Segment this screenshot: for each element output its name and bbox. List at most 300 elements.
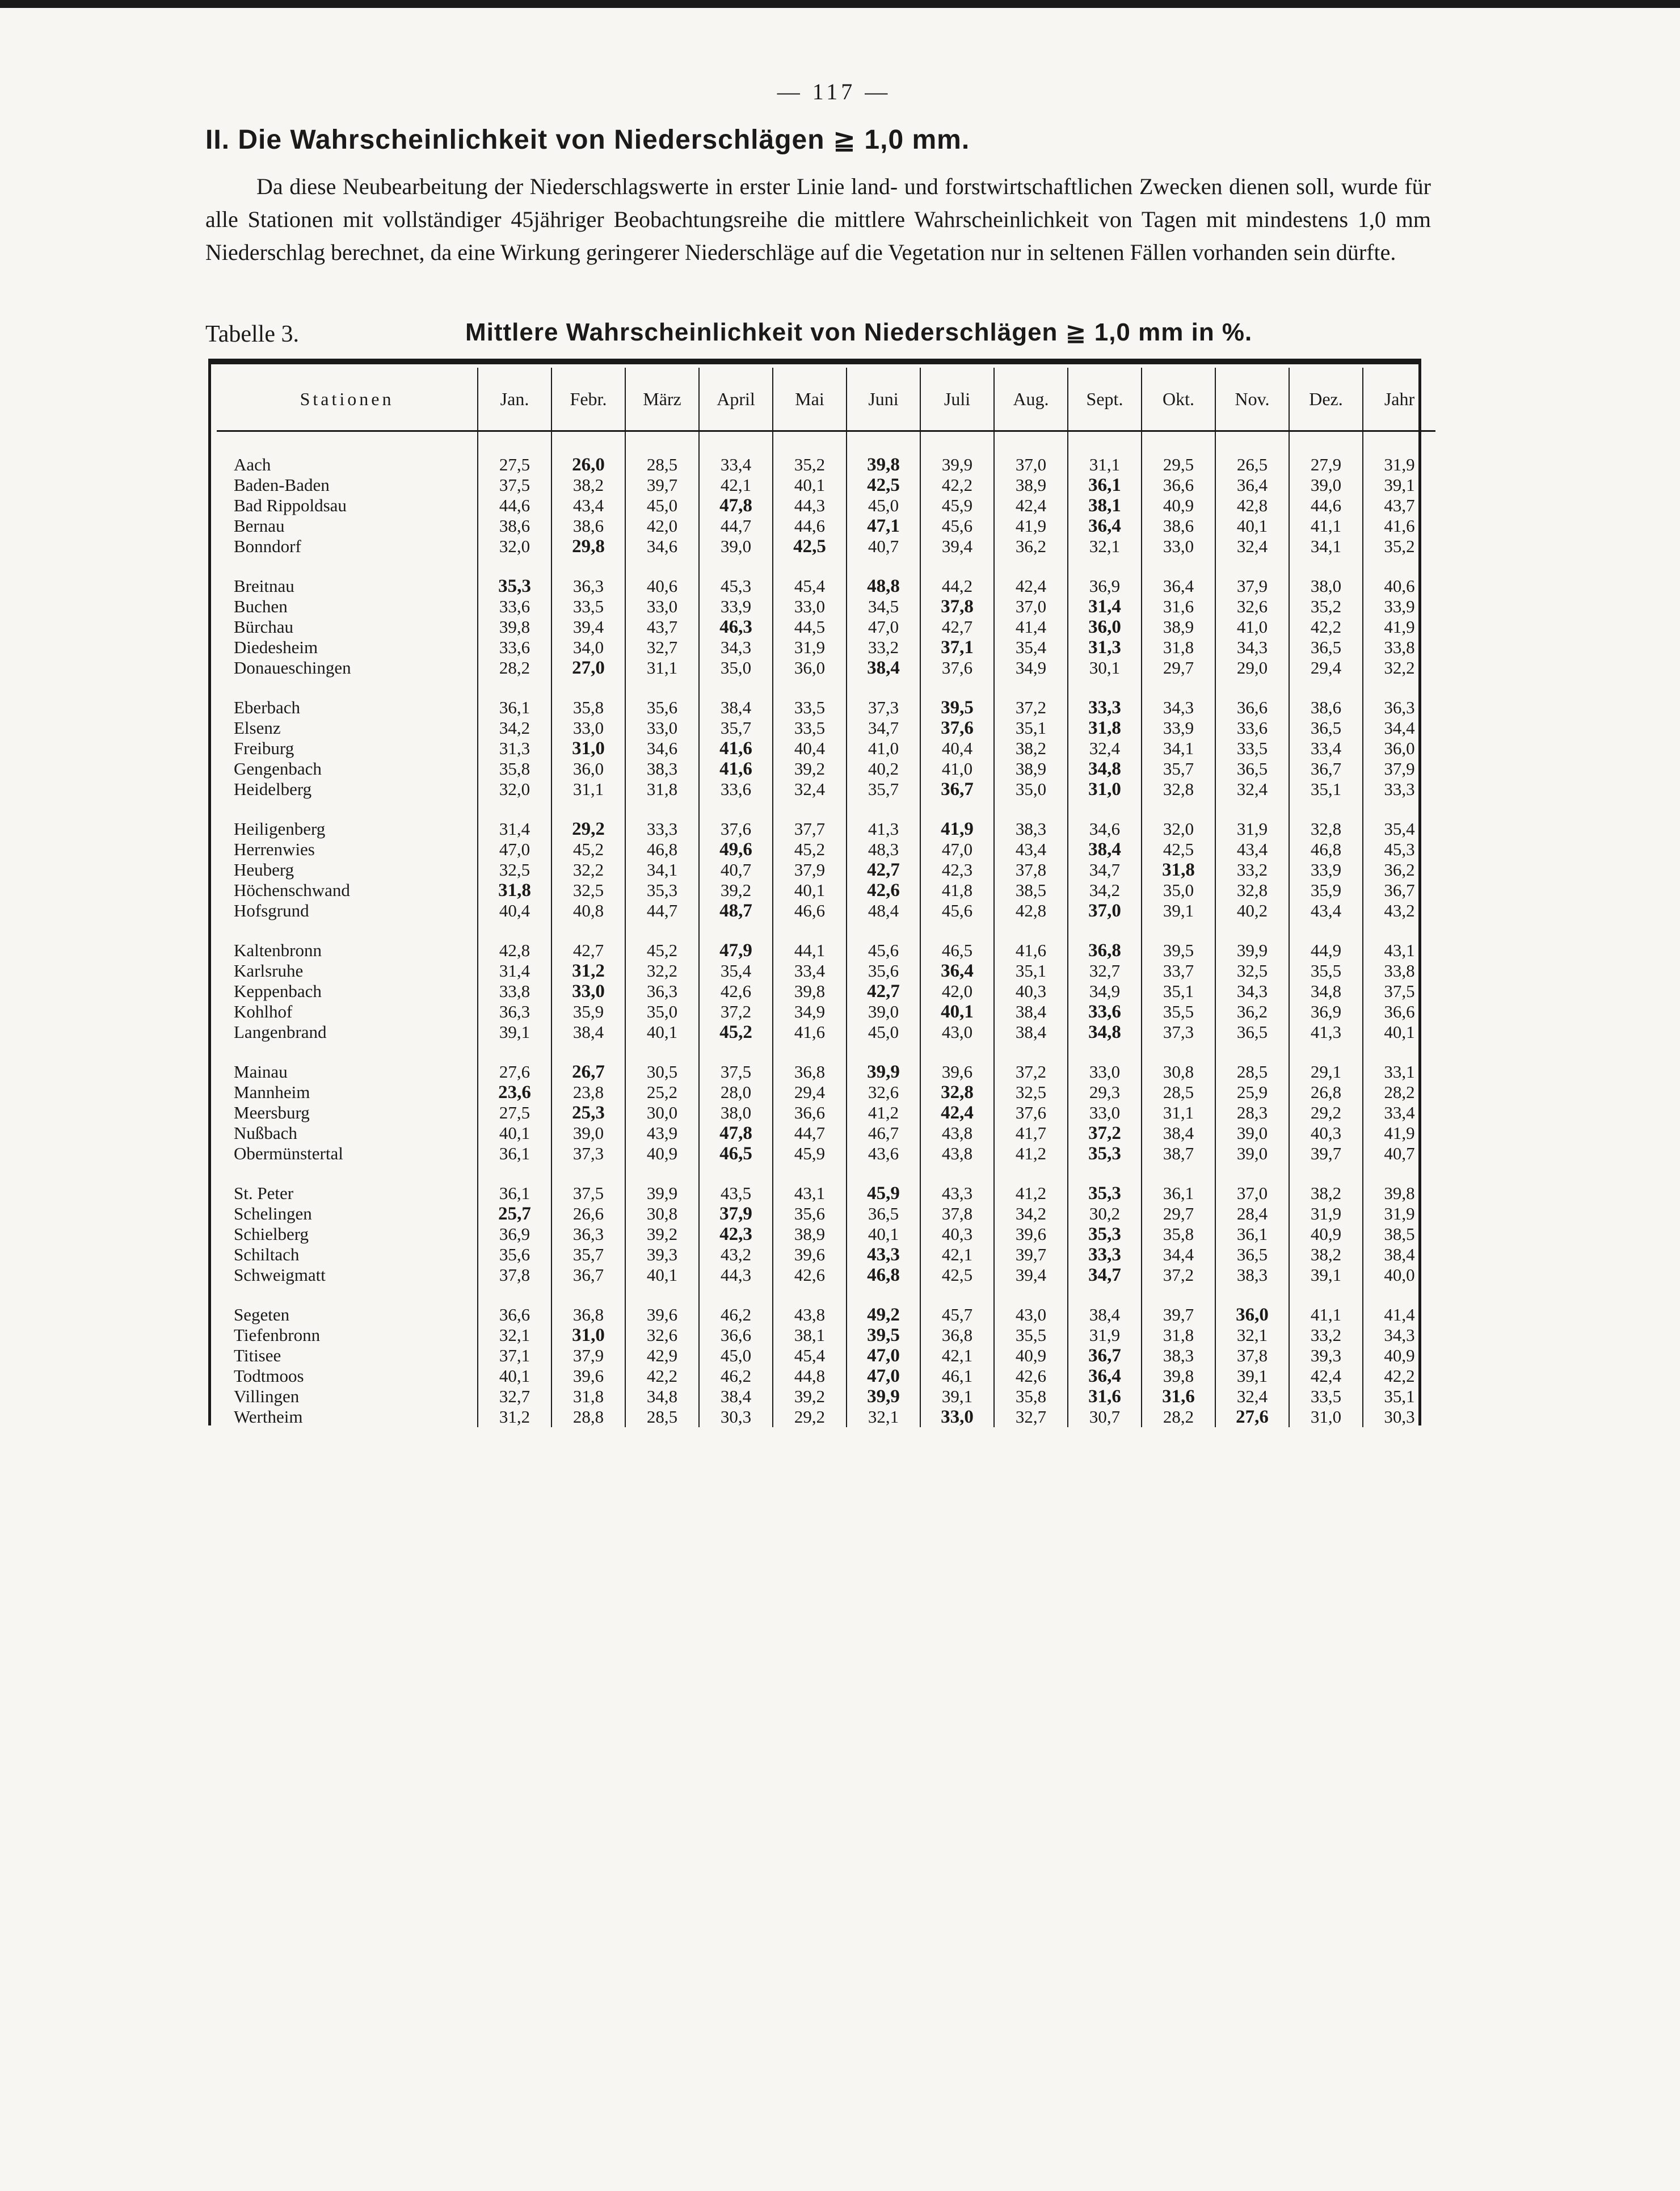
value-cell: 27,5 xyxy=(478,1103,551,1123)
station-name: Gengenbach xyxy=(234,759,322,779)
value-cell: 45,3 xyxy=(699,576,773,596)
spacer-cell xyxy=(1068,431,1142,455)
spacer-cell xyxy=(994,800,1068,819)
spacer-cell xyxy=(625,678,699,697)
value-cell: 41,6 xyxy=(699,738,773,759)
value-cell: 37,0 xyxy=(1068,901,1142,921)
value-cell: 33,2 xyxy=(847,637,920,658)
value-cell: 30,5 xyxy=(625,1062,699,1082)
spacer-cell xyxy=(773,557,847,576)
spacer-cell xyxy=(847,431,920,455)
value-cell: 34,1 xyxy=(625,860,699,880)
spacer-cell xyxy=(1068,921,1142,940)
value-cell: 36,1 xyxy=(1142,1183,1215,1204)
value-cell: 43,7 xyxy=(1363,495,1435,516)
value-cell: 34,6 xyxy=(1068,819,1142,839)
value-cell: 38,5 xyxy=(994,880,1068,901)
value-cell: 34,5 xyxy=(847,596,920,617)
value-cell: 37,0 xyxy=(994,596,1068,617)
value-cell: 36,8 xyxy=(1068,940,1142,961)
table-row xyxy=(217,1103,1435,1123)
value-cell: 34,9 xyxy=(994,658,1068,678)
value-cell: 29,7 xyxy=(1142,1204,1215,1224)
value-cell: 48,7 xyxy=(699,901,773,921)
spacer-cell xyxy=(699,1164,773,1183)
value-cell: 28,5 xyxy=(1142,1082,1215,1103)
station-name: Bernau xyxy=(234,516,285,536)
spacer-cell xyxy=(920,1164,994,1183)
value-cell: 44,1 xyxy=(773,940,847,961)
value-cell: 42,2 xyxy=(1363,1366,1435,1386)
value-cell: 31,3 xyxy=(1068,637,1142,658)
value-cell: 36,2 xyxy=(1215,1002,1289,1022)
value-cell: 35,2 xyxy=(1289,596,1363,617)
station-name: Schelingen xyxy=(234,1204,312,1223)
value-cell: 33,0 xyxy=(773,596,847,617)
value-cell: 33,4 xyxy=(1363,1103,1435,1123)
spacer-cell xyxy=(773,1042,847,1062)
value-cell: 29,4 xyxy=(773,1082,847,1103)
value-cell: 39,4 xyxy=(551,617,625,637)
value-cell: 32,5 xyxy=(1215,961,1289,981)
value-cell: 34,9 xyxy=(773,1002,847,1022)
value-cell: 37,1 xyxy=(478,1345,551,1366)
value-cell: 39,6 xyxy=(773,1244,847,1265)
value-cell: 38,4 xyxy=(699,697,773,718)
table-row xyxy=(217,819,1435,839)
value-cell: 42,6 xyxy=(994,1366,1068,1386)
value-cell: 44,6 xyxy=(773,516,847,536)
spacer-cell xyxy=(1215,1285,1289,1305)
value-cell: 38,2 xyxy=(551,475,625,495)
spacer-cell xyxy=(699,1285,773,1305)
spacer-cell xyxy=(217,431,478,455)
value-cell: 28,5 xyxy=(1215,1062,1289,1082)
value-cell: 38,6 xyxy=(1289,697,1363,718)
table-row xyxy=(217,738,1435,759)
value-cell: 36,9 xyxy=(1289,1002,1363,1022)
value-cell: 36,3 xyxy=(625,981,699,1002)
value-cell: 39,7 xyxy=(625,475,699,495)
spacer-cell xyxy=(1142,1285,1215,1305)
value-cell: 34,8 xyxy=(625,1386,699,1407)
value-cell: 29,2 xyxy=(1289,1103,1363,1123)
group-spacer xyxy=(217,431,1435,455)
value-cell: 43,1 xyxy=(1363,940,1435,961)
spacer-cell xyxy=(994,1164,1068,1183)
value-cell: 33,0 xyxy=(1068,1103,1142,1123)
spacer-cell xyxy=(1068,678,1142,697)
value-cell: 45,7 xyxy=(920,1305,994,1325)
value-cell: 37,7 xyxy=(773,819,847,839)
value-cell: 37,3 xyxy=(847,697,920,718)
value-cell: 28,0 xyxy=(699,1082,773,1103)
value-cell: 47,8 xyxy=(699,1123,773,1143)
value-cell: 43,1 xyxy=(773,1183,847,1204)
value-cell: 40,4 xyxy=(478,901,551,921)
value-cell: 41,4 xyxy=(1363,1305,1435,1325)
value-cell: 31,9 xyxy=(1363,1204,1435,1224)
value-cell: 35,7 xyxy=(699,718,773,738)
spacer-cell xyxy=(1142,1042,1215,1062)
value-cell: 31,4 xyxy=(478,819,551,839)
value-cell: 39,0 xyxy=(847,1002,920,1022)
station-name: Mainau xyxy=(234,1062,288,1082)
value-cell: 40,7 xyxy=(1363,1143,1435,1164)
spacer-cell xyxy=(847,921,920,940)
value-cell: 45,0 xyxy=(847,1022,920,1042)
station-name: Höchenschwand xyxy=(234,880,350,900)
value-cell: 44,9 xyxy=(1289,940,1363,961)
value-cell: 36,1 xyxy=(478,1143,551,1164)
value-cell: 36,8 xyxy=(551,1305,625,1325)
value-cell: 36,9 xyxy=(1068,576,1142,596)
value-cell: 43,8 xyxy=(773,1305,847,1325)
value-cell: 37,9 xyxy=(699,1204,773,1224)
value-cell: 30,2 xyxy=(1068,1204,1142,1224)
value-cell: 31,1 xyxy=(551,779,625,800)
value-cell: 39,8 xyxy=(773,981,847,1002)
station-name: Elsenz xyxy=(234,718,281,738)
station-name: Titisee xyxy=(234,1345,281,1365)
value-cell: 40,3 xyxy=(994,981,1068,1002)
value-cell: 35,1 xyxy=(994,961,1068,981)
value-cell: 27,6 xyxy=(1215,1407,1289,1427)
value-cell: 35,9 xyxy=(551,1002,625,1022)
spacer-cell xyxy=(1289,800,1363,819)
spacer-cell xyxy=(1363,921,1435,940)
column-header: Aug. xyxy=(994,368,1068,431)
value-cell: 37,3 xyxy=(551,1143,625,1164)
value-cell: 36,1 xyxy=(1215,1224,1289,1244)
value-cell: 26,8 xyxy=(1289,1082,1363,1103)
value-cell: 42,8 xyxy=(478,940,551,961)
table-row xyxy=(217,1366,1435,1386)
value-cell: 40,7 xyxy=(847,536,920,557)
spacer-cell xyxy=(773,1164,847,1183)
station-name: Nußbach xyxy=(234,1123,297,1143)
value-cell: 39,1 xyxy=(1363,475,1435,495)
group-spacer xyxy=(217,921,1435,940)
value-cell: 43,6 xyxy=(847,1143,920,1164)
station-name: Schielberg xyxy=(234,1224,309,1244)
value-cell: 42,4 xyxy=(994,576,1068,596)
value-cell: 42,5 xyxy=(920,1265,994,1285)
value-cell: 37,5 xyxy=(551,1183,625,1204)
value-cell: 34,0 xyxy=(551,637,625,658)
station-name: Meersburg xyxy=(234,1103,310,1122)
spacer-cell xyxy=(994,678,1068,697)
spacer-cell xyxy=(478,557,551,576)
table-row xyxy=(217,475,1435,495)
value-cell: 46,1 xyxy=(920,1366,994,1386)
value-cell: 39,7 xyxy=(1289,1143,1363,1164)
value-cell: 36,2 xyxy=(1363,860,1435,880)
value-cell: 42,0 xyxy=(625,516,699,536)
value-cell: 44,3 xyxy=(773,495,847,516)
value-cell: 28,8 xyxy=(551,1407,625,1427)
spacer-cell xyxy=(1142,678,1215,697)
value-cell: 37,1 xyxy=(920,637,994,658)
table-row xyxy=(217,1204,1435,1224)
table-row xyxy=(217,1022,1435,1042)
value-cell: 40,8 xyxy=(551,901,625,921)
station-name: Diedesheim xyxy=(234,637,318,657)
table-row xyxy=(217,1143,1435,1164)
spacer-cell xyxy=(1363,1164,1435,1183)
value-cell: 39,2 xyxy=(699,880,773,901)
value-cell: 39,1 xyxy=(1215,1366,1289,1386)
table-row xyxy=(217,1407,1435,1427)
column-header: Stationen xyxy=(217,368,478,431)
value-cell: 28,3 xyxy=(1215,1103,1289,1123)
value-cell: 29,4 xyxy=(1289,658,1363,678)
value-cell: 41,6 xyxy=(773,1022,847,1042)
spacer-cell xyxy=(1068,1042,1142,1062)
value-cell: 43,0 xyxy=(920,1022,994,1042)
value-cell: 34,3 xyxy=(699,637,773,658)
value-cell: 42,6 xyxy=(847,880,920,901)
value-cell: 40,1 xyxy=(773,880,847,901)
table-row xyxy=(217,1345,1435,1366)
value-cell: 32,6 xyxy=(847,1082,920,1103)
column-header: Sept. xyxy=(1068,368,1142,431)
table-row xyxy=(217,1386,1435,1407)
station-name: Todtmoos xyxy=(234,1366,304,1386)
value-cell: 37,6 xyxy=(920,658,994,678)
station-name: Aach xyxy=(234,455,271,474)
value-cell: 33,0 xyxy=(551,718,625,738)
value-cell: 36,3 xyxy=(478,1002,551,1022)
station-name: Langenbrand xyxy=(234,1022,327,1042)
value-cell: 32,5 xyxy=(551,880,625,901)
value-cell: 48,4 xyxy=(847,901,920,921)
value-cell: 36,5 xyxy=(1215,759,1289,779)
value-cell: 36,7 xyxy=(1068,1345,1142,1366)
spacer-cell xyxy=(847,1164,920,1183)
spacer-cell xyxy=(920,678,994,697)
table-row xyxy=(217,1082,1435,1103)
value-cell: 35,7 xyxy=(551,1244,625,1265)
spacer-cell xyxy=(551,921,625,940)
value-cell: 42,2 xyxy=(1289,617,1363,637)
value-cell: 42,1 xyxy=(920,1345,994,1366)
value-cell: 47,9 xyxy=(699,940,773,961)
value-cell: 23,6 xyxy=(478,1082,551,1103)
value-cell: 35,8 xyxy=(478,759,551,779)
value-cell: 36,8 xyxy=(773,1062,847,1082)
value-cell: 40,4 xyxy=(773,738,847,759)
value-cell: 41,0 xyxy=(1215,617,1289,637)
value-cell: 47,8 xyxy=(699,495,773,516)
column-header: Jan. xyxy=(478,368,551,431)
spacer-cell xyxy=(551,1285,625,1305)
table-row xyxy=(217,779,1435,800)
value-cell: 30,0 xyxy=(625,1103,699,1123)
value-cell: 36,4 xyxy=(920,961,994,981)
value-cell: 35,8 xyxy=(551,697,625,718)
value-cell: 36,6 xyxy=(1215,697,1289,718)
value-cell: 31,0 xyxy=(551,1325,625,1345)
value-cell: 46,2 xyxy=(699,1305,773,1325)
value-cell: 32,1 xyxy=(1068,536,1142,557)
value-cell: 31,4 xyxy=(478,961,551,981)
spacer-cell xyxy=(1215,557,1289,576)
value-cell: 34,8 xyxy=(1289,981,1363,1002)
value-cell: 31,6 xyxy=(1068,1386,1142,1407)
spacer-cell xyxy=(1068,1164,1142,1183)
column-header: Nov. xyxy=(1215,368,1289,431)
value-cell: 38,2 xyxy=(994,738,1068,759)
value-cell: 36,1 xyxy=(1068,475,1142,495)
value-cell: 33,6 xyxy=(478,596,551,617)
value-cell: 45,2 xyxy=(773,839,847,860)
value-cell: 38,4 xyxy=(847,658,920,678)
value-cell: 35,6 xyxy=(773,1204,847,1224)
value-cell: 32,4 xyxy=(1215,1386,1289,1407)
spacer-cell xyxy=(773,800,847,819)
value-cell: 33,4 xyxy=(1289,738,1363,759)
value-cell: 30,8 xyxy=(1142,1062,1215,1082)
value-cell: 34,9 xyxy=(1068,981,1142,1002)
value-cell: 31,1 xyxy=(625,658,699,678)
value-cell: 42,9 xyxy=(625,1345,699,1366)
value-cell: 41,2 xyxy=(847,1103,920,1123)
value-cell: 39,6 xyxy=(920,1062,994,1082)
table-row xyxy=(217,1224,1435,1244)
value-cell: 39,0 xyxy=(699,536,773,557)
value-cell: 31,8 xyxy=(1142,637,1215,658)
value-cell: 34,7 xyxy=(1068,860,1142,880)
spacer-cell xyxy=(625,1164,699,1183)
group-spacer xyxy=(217,1285,1435,1305)
spacer-cell xyxy=(1363,800,1435,819)
value-cell: 34,8 xyxy=(1068,759,1142,779)
spacer-cell xyxy=(847,557,920,576)
value-cell: 35,6 xyxy=(625,697,699,718)
value-cell: 36,4 xyxy=(1142,576,1215,596)
value-cell: 33,5 xyxy=(1215,738,1289,759)
value-cell: 39,0 xyxy=(1215,1123,1289,1143)
value-cell: 33,3 xyxy=(1068,1244,1142,1265)
value-cell: 47,0 xyxy=(847,1345,920,1366)
value-cell: 39,5 xyxy=(1142,940,1215,961)
value-cell: 32,1 xyxy=(847,1407,920,1427)
value-cell: 34,7 xyxy=(1068,1265,1142,1285)
station-name: St. Peter xyxy=(234,1183,294,1203)
value-cell: 38,3 xyxy=(994,819,1068,839)
value-cell: 36,7 xyxy=(1363,880,1435,901)
spacer-cell xyxy=(1142,1164,1215,1183)
value-cell: 31,8 xyxy=(551,1386,625,1407)
value-cell: 31,4 xyxy=(1068,596,1142,617)
value-cell: 37,5 xyxy=(478,475,551,495)
value-cell: 36,6 xyxy=(1142,475,1215,495)
value-cell: 33,7 xyxy=(1142,961,1215,981)
value-cell: 37,9 xyxy=(1215,576,1289,596)
precipitation-table xyxy=(217,368,1435,1427)
table-title: Mittlere Wahrscheinlichkeit von Niederschlägen ≧ 1,0 mm in %. xyxy=(465,318,1253,346)
spacer-cell xyxy=(920,800,994,819)
value-cell: 38,9 xyxy=(994,759,1068,779)
value-cell: 35,0 xyxy=(994,779,1068,800)
value-cell: 29,2 xyxy=(551,819,625,839)
table-row xyxy=(217,981,1435,1002)
value-cell: 40,4 xyxy=(920,738,994,759)
value-cell: 39,7 xyxy=(994,1244,1068,1265)
value-cell: 34,6 xyxy=(625,738,699,759)
value-cell: 28,4 xyxy=(1215,1204,1289,1224)
table-row xyxy=(217,839,1435,860)
value-cell: 36,0 xyxy=(1068,617,1142,637)
spacer-cell xyxy=(1289,678,1363,697)
spacer-cell xyxy=(478,800,551,819)
value-cell: 41,8 xyxy=(920,880,994,901)
value-cell: 27,9 xyxy=(1289,455,1363,475)
station-name: Keppenbach xyxy=(234,981,322,1001)
value-cell: 45,9 xyxy=(847,1183,920,1204)
value-cell: 38,4 xyxy=(994,1022,1068,1042)
value-cell: 35,3 xyxy=(478,576,551,596)
value-cell: 36,0 xyxy=(1363,738,1435,759)
spacer-cell xyxy=(699,800,773,819)
value-cell: 42,7 xyxy=(847,860,920,880)
table-body xyxy=(217,431,1435,1428)
group-spacer xyxy=(217,678,1435,697)
value-cell: 31,8 xyxy=(625,779,699,800)
value-cell: 33,0 xyxy=(1142,536,1215,557)
value-cell: 41,1 xyxy=(1289,1305,1363,1325)
value-cell: 42,5 xyxy=(847,475,920,495)
value-cell: 39,9 xyxy=(920,455,994,475)
value-cell: 33,2 xyxy=(1289,1325,1363,1345)
value-cell: 36,6 xyxy=(699,1325,773,1345)
value-cell: 32,4 xyxy=(1215,779,1289,800)
value-cell: 45,2 xyxy=(625,940,699,961)
value-cell: 35,1 xyxy=(1363,1386,1435,1407)
value-cell: 33,6 xyxy=(1215,718,1289,738)
value-cell: 47,1 xyxy=(847,516,920,536)
value-cell: 42,5 xyxy=(1142,839,1215,860)
table-row xyxy=(217,759,1435,779)
value-cell: 39,9 xyxy=(1215,940,1289,961)
value-cell: 25,9 xyxy=(1215,1082,1289,1103)
value-cell: 32,8 xyxy=(1289,819,1363,839)
spacer-cell xyxy=(1215,431,1289,455)
value-cell: 36,7 xyxy=(1289,759,1363,779)
spacer-cell xyxy=(773,678,847,697)
value-cell: 43,8 xyxy=(920,1123,994,1143)
value-cell: 44,3 xyxy=(699,1265,773,1285)
spacer-cell xyxy=(551,1164,625,1183)
value-cell: 39,6 xyxy=(625,1305,699,1325)
value-cell: 29,2 xyxy=(773,1407,847,1427)
value-cell: 26,5 xyxy=(1215,455,1289,475)
value-cell: 38,9 xyxy=(994,475,1068,495)
column-header: Febr. xyxy=(551,368,625,431)
value-cell: 39,2 xyxy=(625,1224,699,1244)
value-cell: 34,2 xyxy=(1068,880,1142,901)
value-cell: 29,3 xyxy=(1068,1082,1142,1103)
value-cell: 37,6 xyxy=(994,1103,1068,1123)
value-cell: 44,2 xyxy=(920,576,994,596)
value-cell: 40,2 xyxy=(1215,901,1289,921)
spacer-cell xyxy=(1068,557,1142,576)
value-cell: 33,2 xyxy=(1215,860,1289,880)
spacer-cell xyxy=(920,1042,994,1062)
value-cell: 38,4 xyxy=(994,1002,1068,1022)
value-cell: 40,1 xyxy=(847,1224,920,1244)
